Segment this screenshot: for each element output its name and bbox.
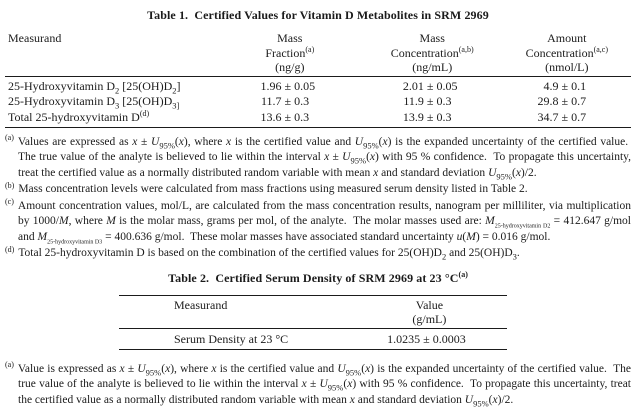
plus-minus: ± [426,94,434,109]
plus-minus: ± [561,94,569,109]
table-row [5,76,631,94]
mass-fraction-cell [218,76,362,94]
uncertainty: 0.1 [571,78,587,93]
plus-minus: ± [423,331,430,346]
footnote-marker: (a) [5,133,14,143]
value: 13.9 [402,110,424,125]
header-unit: (ng/mL) [412,60,453,74]
value: 13.6 [260,110,282,125]
measurand-cell: 25-Hydroxyvitamin $D_2$ $[25(OH)D_2]$ [8,78,181,95]
header-line: Value [415,297,444,312]
uncertainty: 0.7 [571,94,587,109]
uncertainty: 0.3 [436,94,452,109]
header-line: Amount [547,31,587,45]
density-value-cell [352,328,507,349]
mass-concentration-cell [362,94,503,110]
footnote-text: Amount concentration values, mol/L, are calculated from the mass concentration results, nanogram per milliliter, via multiplication by 1000/M, where M is the molar mass, grams per mol, of the analyte. The molar masses used are: $M_{25-hydroxyvitamin D2} = 412.647$ g/mol and $M_{25-hydroxyvitamin D3} = 400.636$ g/mol. These molar masses have associated standard uncertainty u(M) = 0.016 g/mol. [17,199,631,246]
table1 [5,31,631,128]
footnote-marker: (a) [5,360,14,370]
table2-header-value [352,295,507,328]
footnote-b [5,182,631,198]
table-row [5,94,631,110]
footnote-text: Mass concentration levels were calculated from mass fractions using measured serum density listed in Table 2. [18,183,528,196]
amount-concentration-cell [503,110,631,127]
mass-fraction-cell [218,94,362,110]
footnote-c [5,199,631,246]
uncertainty: 0.3 [294,94,310,109]
table-row [119,328,507,349]
table1-footnotes [5,135,631,262]
table2-footnotes [5,362,631,409]
footnote-d [5,246,631,262]
footnote-a [5,135,631,182]
table2-header-row [119,295,507,328]
value: 34.7 [537,110,559,125]
header-unit: (nmol/L) [545,60,589,74]
mass-fraction-cell [218,110,362,127]
plus-minus: ± [426,78,434,93]
header-line: Mass [419,31,445,45]
table2 [119,295,507,350]
plus-minus: ± [284,94,292,109]
uncertainty: 0.7 [571,110,587,125]
footnote-a [5,362,631,409]
uncertainty: 0.3 [436,110,452,125]
plus-minus: ± [426,110,434,125]
table1-header-mass-concentration [362,31,503,76]
amount-concentration-cell [503,94,631,110]
table1-header-mass-fraction [218,31,362,76]
value: 11.9 [403,94,424,109]
plus-minus: ± [284,78,292,93]
value: 4.9 [543,78,559,93]
header-unit: (g/mL) [412,312,447,327]
table1-header-amount-concentration [503,31,631,76]
uncertainty: 0.05 [294,78,316,93]
footnote-marker: (c) [5,197,14,207]
table1-title: Table 1. Certified Values for Vitamin D Metabolites in SRM 2969 [147,8,489,22]
uncertainty: 0.3 [294,110,310,125]
header-line: Concentration$^{(a,b)}$ [390,44,474,60]
footnote-marker: (b) [5,180,15,190]
table1-header-measurand: Measurand [5,31,218,76]
value: 1.96 [260,78,282,93]
value: 1.0235 [387,331,421,346]
plus-minus: ± [284,110,292,125]
table-row [5,110,631,127]
plus-minus: ± [561,78,569,93]
mass-concentration-cell [362,76,503,94]
footnote-text: Value is expressed as $x \pm U_{95\%}(x)$, where x is the certified value and $U_{95\%}(x)$ is the expanded uncertainty of the certified value. The true value of the analyte is believed to lie within the interval $x \pm U_{95\%}(x)$ with 95 % confidence. To propagate this uncertainty, treat the certified value as a normally distributed random variable with mean x and standard deviation $U_{95\%}(x)/2$. [17,362,631,409]
header-line: Fraction$^{(a)}$ [265,44,315,60]
value: 2.01 [402,78,424,93]
uncertainty: 0.05 [436,78,458,93]
footnote-marker: (d) [5,244,15,254]
table1-header-row [5,31,631,76]
value: 29.8 [537,94,559,109]
footnote-text: Values are expressed as $x \pm U_{95\%}(x)$, where x is the certified value and $U_{95\%}(x)$ is the expanded uncertainty of the certified value. The true value of the analyte is believed to lie within the interval $x \pm U_{95\%}(x)$ with 95 % confidence. To propagate this uncertainty, treat the certified value as a normally distributed random variable with mean x and standard deviation $U_{95\%}(x)/2$. [17,135,632,182]
measurand-cell: Total 25-hydroxyvitamin $D^{(d)}$ [8,109,150,125]
header-line: Mass [277,31,303,45]
footnote-text: Total 25-hydroxyvitamin D is based on the combination of the certified values for $25(OH)D_2$ and $25(OH)D_3$. [18,247,520,262]
uncertainty: 0.0003 [432,331,466,346]
value: 11.7 [260,94,282,109]
measurand-cell: Serum Density at 23 °C [174,331,289,346]
amount-concentration-cell [503,76,631,94]
table2-header-measurand: Measurand [119,295,352,328]
table2-title: Table 2. Certified Serum Density of SRM 2969 at 23 $^\circ C^{(a)}$ [168,269,468,285]
measurand-cell: 25-Hydroxyvitamin $D_3$ [$25(OH)D_{3]}$ [8,94,180,111]
plus-minus: ± [561,110,569,125]
header-line: Concentration$^{(a,c)}$ [525,44,609,60]
header-unit: (ng/g) [275,60,305,74]
mass-concentration-cell [362,110,503,127]
